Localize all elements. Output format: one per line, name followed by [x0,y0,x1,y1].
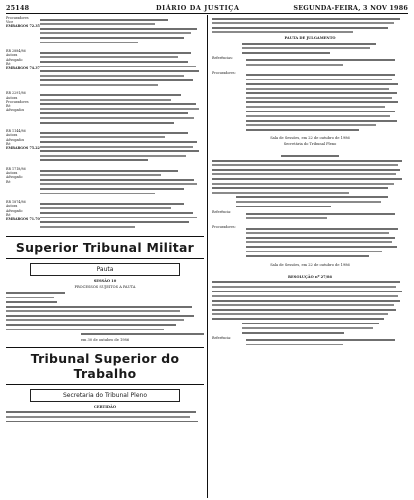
case-entry: RR 2884/86 Autora Advogado Ré EMBARGOS 74.37 [6,49,204,88]
case-entry: RR 1144/86 Autora Advogados Ré EMBARGOS 75.22 [6,129,204,164]
tst-title: Tribunal Superior do Trabalho [30,350,180,381]
secretaria-label: Secretária do Tribunal Pleno [283,142,337,147]
procuradores-list: Procuradores: [212,71,408,133]
session-subtitle: PROCESSOS SUJEITOS A PAUTA [74,285,136,290]
tst-secretaria-box: Secretaria do Tribunal Pleno [30,389,180,402]
left-column [6,15,204,498]
journal-title: DIÁRIO DA JUSTIÇA [156,4,240,12]
resolucao-title: RESOLUÇÃO nº 27/86 [288,274,332,279]
pauta-julgamento: PAUTA DE JULGAMENTO [284,36,336,40]
reference-block-2: Referência: [212,210,408,222]
header-rule [6,13,408,14]
case-entry: RR 1874/86 Autora Advogado Ré EMBARGOS 71.70 [6,200,204,230]
case-entry: RR 1718/86 Autora Advogado Ré [6,167,204,197]
issue-date: SEGUNDA-FEIRA, 3 NOV 1986 [293,4,408,12]
stm-section-title [6,236,204,259]
column-divider [207,15,208,498]
session-label: SESSÃO 10 [93,279,117,284]
stm-footer-date: em 30 de outubro de 1986 [80,337,130,342]
tst-section-title [6,347,204,385]
session-date-1: Sala de Sessões, em 22 de outubro de 1986 [270,136,350,141]
case-entry: RR 2291/86 Autora Procuradores Ré Advogados [6,91,204,126]
right-column [212,15,408,498]
stm-title: Superior Tribunal Militar [15,240,195,256]
case-entry: Procuradores Vice EMBARGOS 72.35 [6,16,204,46]
procuradores-list-2: Procuradores: [212,225,408,260]
page-number: 25148 [6,4,30,12]
pauta-box: Pauta [30,263,180,276]
references-block: Referências: [212,56,408,68]
reference-block-3: Referência: [212,336,408,348]
session-date-2: Sala de Sessões, em 22 de outubro de 1986 [270,262,350,267]
certidao-label: CERTIDÃO [94,404,116,409]
page-header [6,3,408,13]
